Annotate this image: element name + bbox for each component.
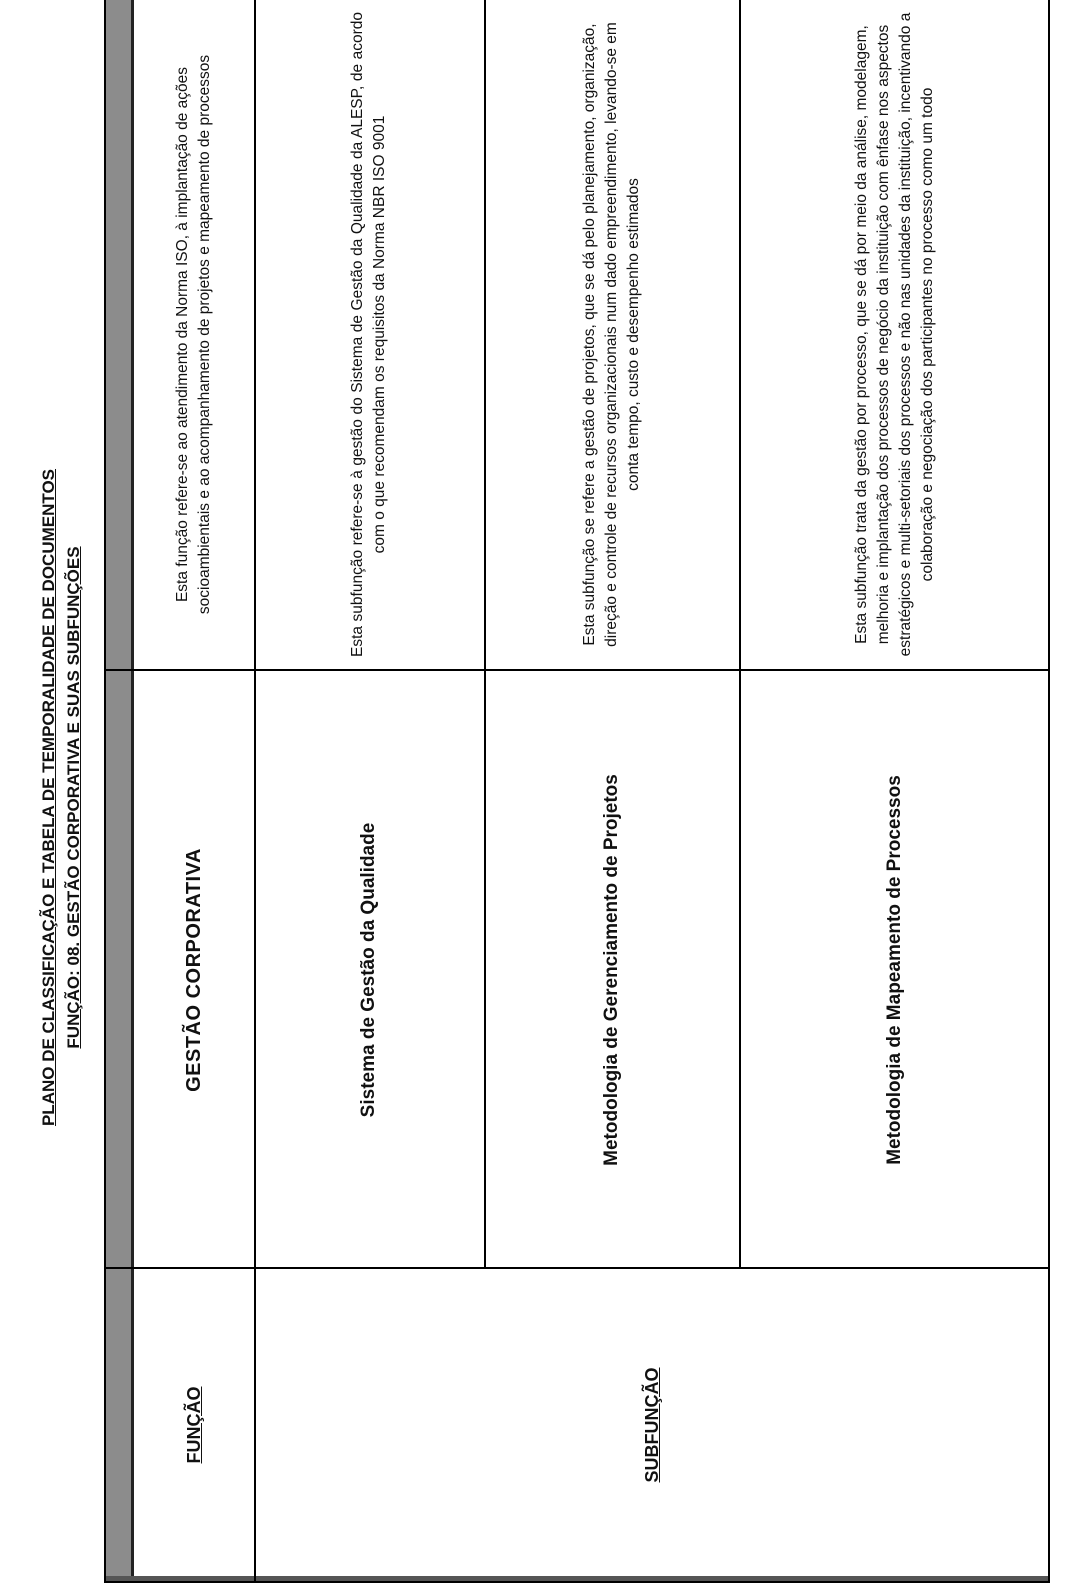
subfuncao-label-cell <box>254 1269 1050 1581</box>
subfuncao-2-description: Esta subfunção se refere a gestão de projetos, que se dá pelo planejamento, organização, direção e controle de recursos organizacionais num dado empreendimento, levando-se em conta tempo, custo e desempenho estimados <box>580 22 642 647</box>
funcao-name-cell <box>134 671 254 1269</box>
subfuncao-1-name: Sistema de Gestão da Qualidade <box>358 822 379 1118</box>
subfuncao-3-description-cell <box>739 0 1050 671</box>
header-band <box>106 0 134 1581</box>
funcao-description: Esta função refere-se ao atendimento da Norma ISO, à implantação de ações socioambientais e ao acompanhamento de projetos e mapeamento de processos <box>174 54 213 615</box>
subfuncao-2-description-cell <box>484 0 739 671</box>
title-line-2: FUNÇÃO: 08. GESTÃO CORPORATIVA E SUAS SUBFUNÇÕES <box>64 546 83 1049</box>
subfuncao-1-description: Esta subfunção refere-se à gestão do Sistema de Gestão da Qualidade da ALESP, de acordo com o que recomendam os requisitos da Norma NBR ISO 9001 <box>349 12 388 657</box>
subfuncao-2-name: Metodologia de Gerenciamento de Projetos <box>600 774 622 1166</box>
subfuncao-3-description: Esta subfunção trata da gestão por processo, que se dá por meio da análise, modelagem, melhoria e implantação dos processos de negócio da instituição com ênfase nos aspectos estratégicos e multi-setoriais dos processos e não nas unidades da instituição, incentivando a colaboração e negociação dos participantes no processo como um todo <box>852 12 936 657</box>
subfuncao-1-name-cell <box>254 671 484 1269</box>
classification-table <box>104 0 1050 1583</box>
subfuncao-3-name: Metodologia de Mapeamento de Processos <box>883 775 905 1165</box>
funcao-label: FUNÇÃO <box>183 1386 204 1464</box>
document-title <box>36 0 86 1595</box>
subfuncao-1-description-cell <box>254 0 484 671</box>
subfuncao-2-name-cell <box>484 671 739 1269</box>
funcao-name: GESTÃO CORPORATIVA <box>182 848 205 1092</box>
funcao-label-cell <box>134 1269 254 1581</box>
funcao-description-cell <box>134 0 254 671</box>
title-line-1: PLANO DE CLASSIFICAÇÃO E TABELA DE TEMPORALIDADE DE DOCUMENTOS <box>39 468 58 1127</box>
subfuncao-3-name-cell <box>739 671 1050 1269</box>
subfuncao-label: SUBFUNÇÃO <box>641 1367 662 1483</box>
